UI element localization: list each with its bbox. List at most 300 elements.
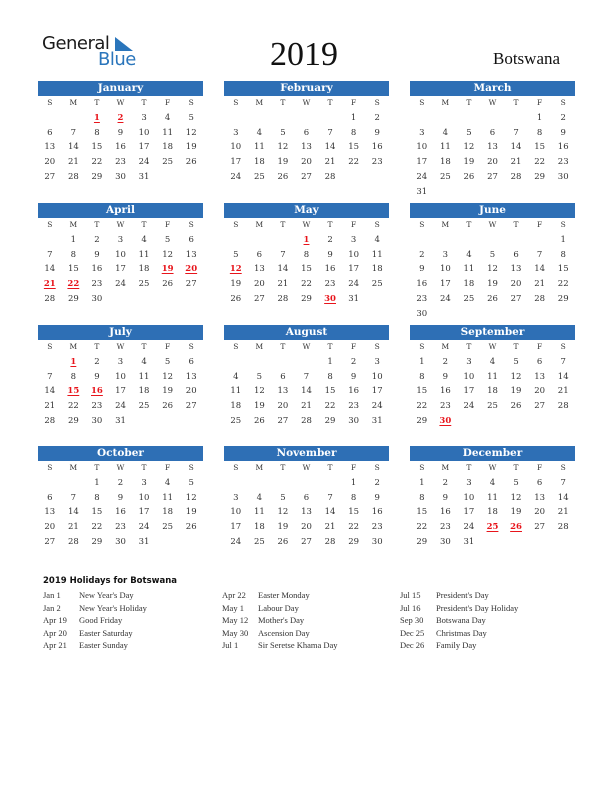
weekday-label: M — [441, 463, 450, 472]
day-cell: 18 — [138, 386, 150, 397]
day-grid — [410, 218, 575, 322]
day-cell: 27 — [534, 522, 546, 533]
day-cell: 28 — [301, 415, 312, 426]
weekday-label: M — [69, 342, 78, 351]
weekday-label: S — [47, 220, 53, 229]
day-cell: 20 — [44, 522, 56, 533]
day-cell: 21 — [301, 401, 312, 412]
day-cell: 3 — [466, 477, 472, 488]
day-cell: 31 — [115, 415, 126, 426]
day-cell: 2 — [327, 234, 333, 245]
day-cell: 26 — [510, 401, 522, 412]
day-cell: 5 — [466, 127, 472, 138]
day-cell: 11 — [439, 142, 451, 153]
day-cell: 3 — [466, 356, 472, 367]
day-cell: 15 — [348, 142, 360, 153]
empty-cell — [224, 355, 248, 370]
day-cell: 8 — [327, 371, 333, 382]
day-cell: 2 — [374, 477, 380, 488]
day-cell: 6 — [536, 477, 543, 488]
weekday-label: F — [165, 98, 171, 107]
weekday-label: M — [255, 463, 264, 472]
weekday-label: F — [537, 98, 543, 107]
holiday-name: Easter Saturday — [79, 627, 133, 638]
day-cell: 19 — [253, 401, 265, 412]
day-cell: 26 — [162, 401, 174, 412]
day-cell: 17 — [416, 157, 428, 168]
day-cell: 1 — [94, 477, 100, 488]
weekday-label: T — [466, 342, 472, 351]
day-cell: 1 — [536, 112, 543, 123]
day-cell: 2 — [94, 234, 100, 245]
day-cell: 12 — [162, 371, 174, 382]
day-cell: 20 — [277, 401, 289, 412]
day-cell: 2 — [374, 112, 380, 123]
empty-cell — [457, 233, 481, 248]
day-cell: 30 — [91, 293, 103, 304]
day-cell: 17 — [115, 386, 126, 397]
weekday-label: S — [188, 463, 194, 472]
day-cell: 1 — [419, 477, 425, 488]
day-cell: 24 — [416, 171, 428, 182]
weekday-label: S — [374, 342, 380, 351]
day-cell: 27 — [534, 401, 546, 412]
day-cell: 12 — [463, 142, 475, 153]
day-cell: 28 — [534, 293, 546, 304]
day-cell: 26 — [463, 171, 475, 182]
day-cell: 24 — [371, 401, 383, 412]
day-cell: 28 — [277, 293, 289, 304]
empty-cell — [38, 355, 62, 370]
day-cell: 24 — [115, 279, 126, 290]
holiday-name: Sir Seretse Khama Day — [258, 640, 338, 651]
weekday-label: W — [488, 342, 497, 351]
weekday-label: S — [188, 220, 194, 229]
empty-cell — [434, 233, 458, 248]
day-cell: 13 — [534, 371, 546, 382]
weekday-label: F — [537, 463, 543, 472]
holiday-name: President's Day Holiday — [436, 602, 519, 613]
day-cell: 10 — [115, 371, 126, 382]
holiday-day-cell: 1 — [303, 234, 310, 245]
month-january — [38, 81, 203, 185]
weekday-label: W — [302, 220, 311, 229]
weekday-label: S — [419, 220, 425, 229]
holiday-day-cell: 30 — [439, 415, 452, 426]
holiday-name: President's Day — [436, 590, 489, 600]
day-cell: 5 — [188, 112, 194, 123]
day-cell: 24 — [463, 401, 475, 412]
day-cell: 7 — [303, 371, 310, 382]
day-cell: 23 — [439, 522, 451, 533]
day-cell: 28 — [324, 536, 336, 547]
day-cell: 1 — [350, 112, 357, 123]
day-cell: 12 — [185, 492, 197, 503]
day-cell: 27 — [185, 279, 197, 290]
day-cell: 6 — [188, 356, 194, 367]
day-cell: 6 — [536, 356, 543, 367]
country-name: Botswana — [493, 49, 561, 68]
day-cell: 10 — [138, 127, 150, 138]
day-cell: 14 — [44, 386, 56, 397]
day-cell: 8 — [560, 249, 566, 260]
day-cell: 17 — [138, 507, 150, 518]
day-cell: 11 — [371, 249, 383, 260]
day-cell: 29 — [557, 293, 569, 304]
weekday-label: M — [69, 220, 78, 229]
weekday-label: T — [327, 98, 333, 107]
weekday-label: T — [466, 463, 472, 472]
day-cell: 29 — [416, 415, 428, 426]
day-cell: 6 — [256, 249, 263, 260]
day-cell: 15 — [91, 142, 103, 153]
day-cell: 13 — [277, 386, 289, 397]
empty-cell — [457, 111, 481, 126]
empty-cell — [38, 233, 62, 248]
day-cell: 13 — [44, 142, 56, 153]
day-cell: 25 — [439, 171, 451, 182]
holiday-day-cell: 30 — [324, 293, 336, 304]
day-cell: 22 — [348, 157, 360, 168]
day-cell: 23 — [91, 401, 103, 412]
weekday-label: T — [141, 463, 147, 472]
day-cell: 18 — [439, 157, 451, 168]
day-cell: 30 — [371, 536, 383, 547]
day-cell: 13 — [534, 492, 546, 503]
logo-text-general: General — [42, 33, 110, 54]
day-cell: 20 — [185, 386, 197, 397]
day-cell: 22 — [91, 522, 103, 533]
day-cell: 20 — [534, 386, 546, 397]
day-cell: 13 — [253, 264, 265, 275]
day-cell: 24 — [230, 171, 242, 182]
month-june — [410, 203, 575, 322]
day-cell: 25 — [230, 415, 242, 426]
day-cell: 9 — [419, 264, 425, 275]
day-cell: 7 — [47, 371, 53, 382]
holiday-date: Apr 20 — [43, 627, 67, 638]
day-cell: 20 — [510, 279, 522, 290]
day-cell: 25 — [162, 522, 174, 533]
day-cell: 17 — [439, 279, 451, 290]
weekday-label: T — [280, 342, 286, 351]
day-cell: 20 — [301, 157, 312, 168]
day-cell: 30 — [416, 308, 428, 319]
empty-cell — [224, 111, 248, 126]
day-cell: 14 — [44, 264, 56, 275]
holiday-item — [43, 614, 147, 627]
month-header: August — [224, 325, 389, 340]
holiday-day-cell: 19 — [161, 264, 174, 275]
holiday-name: New Year's Day — [79, 590, 134, 600]
day-cell: 3 — [141, 477, 147, 488]
month-header: September — [410, 325, 575, 340]
holiday-column — [222, 589, 338, 652]
day-cell: 17 — [463, 507, 475, 518]
weekday-label: T — [94, 342, 100, 351]
day-cell: 2 — [442, 356, 449, 367]
holiday-item — [43, 589, 147, 602]
day-cell: 2 — [560, 112, 566, 123]
day-cell: 16 — [371, 507, 383, 518]
weekday-label: T — [280, 98, 286, 107]
month-header: October — [38, 446, 203, 461]
weekday-label: S — [374, 98, 380, 107]
day-cell: 16 — [439, 386, 451, 397]
day-cell: 5 — [513, 477, 519, 488]
day-cell: 24 — [230, 536, 242, 547]
day-cell: 11 — [253, 142, 265, 153]
weekday-label: M — [255, 98, 264, 107]
day-cell: 11 — [162, 127, 174, 138]
day-cell: 21 — [534, 279, 546, 290]
day-cell: 5 — [233, 249, 239, 260]
day-cell: 20 — [487, 157, 498, 168]
day-cell: 8 — [70, 249, 77, 260]
day-cell: 15 — [324, 386, 336, 397]
holiday-item — [400, 614, 518, 627]
day-grid — [38, 340, 203, 429]
day-cell: 4 — [164, 112, 171, 123]
day-cell: 28 — [557, 522, 569, 533]
day-cell: 23 — [371, 157, 383, 168]
empty-cell — [224, 476, 248, 491]
holiday-item — [222, 614, 338, 627]
weekday-label: F — [165, 342, 171, 351]
day-cell: 18 — [253, 522, 265, 533]
empty-cell — [271, 355, 295, 370]
day-cell: 9 — [442, 492, 449, 503]
weekday-label: T — [513, 98, 519, 107]
day-cell: 2 — [94, 356, 100, 367]
weekday-label: F — [165, 220, 171, 229]
day-cell: 16 — [371, 142, 383, 153]
weekday-label: T — [327, 342, 333, 351]
day-cell: 23 — [115, 522, 126, 533]
day-cell: 17 — [463, 386, 475, 397]
day-grid — [38, 461, 203, 550]
day-cell: 3 — [233, 127, 239, 138]
day-cell: 18 — [487, 507, 498, 518]
day-cell: 14 — [557, 492, 569, 503]
day-cell: 1 — [350, 477, 357, 488]
weekday-label: S — [233, 220, 239, 229]
empty-cell — [434, 111, 458, 126]
day-cell: 29 — [91, 171, 103, 182]
month-march — [410, 81, 575, 200]
day-cell: 2 — [442, 477, 449, 488]
holiday-day-cell: 2 — [117, 112, 124, 123]
weekday-label: S — [560, 342, 566, 351]
logo-text-blue: Blue — [98, 49, 136, 70]
empty-cell — [271, 476, 295, 491]
day-cell: 22 — [416, 401, 428, 412]
day-grid — [224, 96, 389, 185]
day-cell: 1 — [70, 234, 77, 245]
empty-cell — [271, 233, 295, 248]
weekday-label: S — [233, 342, 239, 351]
day-cell: 18 — [138, 264, 150, 275]
holiday-day-cell: 22 — [67, 279, 80, 290]
day-cell: 29 — [91, 536, 103, 547]
empty-cell — [410, 111, 434, 126]
day-cell: 4 — [489, 477, 496, 488]
month-july — [38, 325, 203, 429]
day-grid — [38, 218, 203, 307]
weekday-label: W — [116, 342, 125, 351]
day-cell: 7 — [327, 127, 333, 138]
day-cell: 26 — [487, 293, 498, 304]
day-cell: 12 — [277, 142, 289, 153]
day-cell: 3 — [350, 234, 357, 245]
holiday-date: Jul 16 — [400, 602, 421, 613]
day-cell: 8 — [536, 127, 543, 138]
day-cell: 7 — [280, 249, 286, 260]
day-cell: 20 — [301, 522, 312, 533]
day-cell: 11 — [487, 371, 498, 382]
day-cell: 12 — [185, 127, 197, 138]
day-cell: 27 — [44, 171, 56, 182]
holiday-name: Easter Monday — [258, 590, 310, 600]
weekday-label: S — [560, 463, 566, 472]
day-cell: 18 — [253, 157, 265, 168]
holiday-date: Jul 1 — [222, 640, 239, 651]
day-cell: 27 — [487, 171, 498, 182]
day-cell: 28 — [44, 293, 56, 304]
day-cell: 4 — [442, 127, 449, 138]
day-cell: 4 — [466, 249, 472, 260]
weekday-label: T — [94, 463, 100, 472]
weekday-label: F — [351, 342, 357, 351]
day-cell: 27 — [253, 293, 265, 304]
day-cell: 5 — [188, 477, 194, 488]
day-cell: 12 — [162, 249, 174, 260]
day-cell: 12 — [487, 264, 498, 275]
weekday-label: S — [374, 220, 380, 229]
day-cell: 18 — [487, 386, 498, 397]
day-cell: 9 — [94, 371, 100, 382]
holiday-item — [400, 589, 518, 602]
day-cell: 25 — [253, 171, 265, 182]
day-cell: 5 — [280, 127, 286, 138]
day-cell: 16 — [348, 386, 360, 397]
day-cell: 10 — [115, 249, 126, 260]
day-cell: 13 — [301, 507, 312, 518]
day-cell: 21 — [510, 157, 522, 168]
day-cell: 9 — [94, 249, 100, 260]
holiday-name: Botswana Day — [436, 615, 486, 626]
holiday-date: Dec 25 — [400, 627, 425, 638]
day-cell: 25 — [463, 293, 475, 304]
holiday-item — [222, 639, 338, 652]
day-cell: 15 — [416, 386, 428, 397]
day-cell: 18 — [230, 401, 242, 412]
day-cell: 4 — [164, 477, 171, 488]
day-grid — [224, 218, 389, 307]
day-cell: 22 — [67, 401, 79, 412]
holiday-item — [222, 589, 338, 602]
weekday-label: F — [351, 98, 357, 107]
day-cell: 30 — [557, 171, 569, 182]
day-cell: 24 — [463, 522, 475, 533]
day-cell: 29 — [324, 415, 336, 426]
day-cell: 3 — [442, 249, 449, 260]
day-cell: 27 — [301, 536, 312, 547]
day-cell: 16 — [91, 264, 103, 275]
day-cell: 24 — [348, 279, 360, 290]
day-cell: 16 — [115, 142, 126, 153]
day-cell: 26 — [277, 536, 289, 547]
holiday-date: May 1 — [222, 602, 244, 613]
holiday-name: New Year's Holiday — [79, 602, 147, 613]
weekday-label: T — [280, 220, 286, 229]
weekday-label: T — [327, 463, 333, 472]
holiday-column — [43, 589, 147, 652]
day-cell: 14 — [67, 142, 79, 153]
day-cell: 8 — [419, 371, 425, 382]
general-blue-logo — [42, 33, 142, 73]
weekday-label: T — [466, 98, 472, 107]
day-cell: 13 — [44, 507, 56, 518]
holiday-item — [400, 627, 518, 640]
day-cell: 1 — [419, 356, 425, 367]
day-cell: 5 — [489, 249, 496, 260]
holiday-name: Mother's Day — [258, 615, 305, 626]
calendar-year: 2019 — [270, 36, 338, 73]
day-cell: 12 — [510, 492, 522, 503]
month-header: February — [224, 81, 389, 96]
weekday-label: W — [488, 220, 497, 229]
day-cell: 4 — [256, 127, 263, 138]
holiday-day-cell: 15 — [67, 386, 80, 397]
day-cell: 10 — [371, 371, 383, 382]
weekday-label: W — [116, 220, 125, 229]
weekday-label: S — [188, 98, 194, 107]
day-cell: 14 — [301, 386, 312, 397]
weekday-label: T — [513, 463, 519, 472]
day-cell: 3 — [117, 356, 124, 367]
weekday-label: S — [47, 98, 53, 107]
day-cell: 14 — [324, 507, 336, 518]
day-cell: 19 — [162, 386, 174, 397]
day-cell: 23 — [557, 157, 569, 168]
empty-cell — [248, 476, 272, 491]
day-cell: 29 — [348, 536, 360, 547]
weekday-label: F — [351, 220, 357, 229]
day-cell: 13 — [185, 371, 197, 382]
day-cell: 12 — [253, 386, 265, 397]
weekday-label: S — [419, 342, 425, 351]
day-cell: 4 — [141, 234, 147, 245]
holiday-item — [222, 602, 338, 615]
day-cell: 17 — [230, 157, 242, 168]
weekday-label: T — [141, 98, 147, 107]
day-cell: 19 — [230, 279, 242, 290]
day-cell: 9 — [560, 127, 566, 138]
weekday-label: S — [47, 342, 53, 351]
day-cell: 22 — [534, 157, 546, 168]
weekday-label: F — [537, 220, 543, 229]
weekday-label: T — [280, 463, 286, 472]
day-cell: 28 — [557, 401, 569, 412]
holidays-title: 2019 Holidays for Botswana — [43, 576, 178, 586]
day-cell: 30 — [115, 536, 126, 547]
day-cell: 16 — [439, 507, 451, 518]
holiday-date: Jul 15 — [400, 590, 421, 600]
holiday-date: Jan 2 — [43, 602, 61, 613]
day-cell: 24 — [115, 401, 126, 412]
day-cell: 10 — [463, 371, 475, 382]
